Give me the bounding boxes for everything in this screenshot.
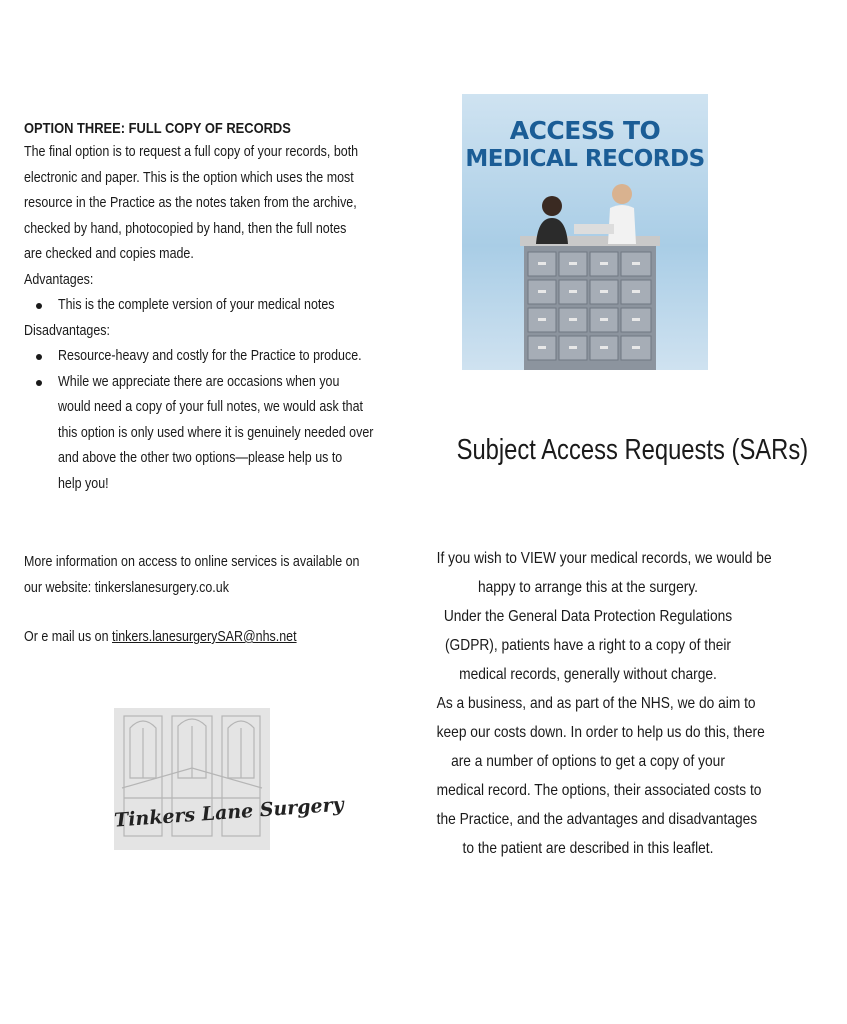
body-line: checked by hand, photocopied by hand, then the full notes — [24, 220, 347, 237]
page-title-text: Subject Access Requests (SARs) — [456, 434, 809, 466]
list-item-text: this option is only used where it is genuinely needed over — [58, 424, 374, 441]
email-text — [24, 625, 297, 651]
list-item-text: would need a copy of your full notes, we would ask that — [58, 399, 364, 415]
list-item — [24, 370, 374, 498]
hero-title-line2: MEDICAL RECORDS — [465, 146, 705, 172]
website-line: our website: tinkerslanesurgery.co.uk — [24, 579, 229, 596]
option-three-body — [24, 140, 374, 497]
hero-title-line1: ACCESS TO — [509, 116, 661, 145]
disadvantages-list — [24, 344, 374, 497]
disadvantages-label: Disadvantages: — [24, 322, 110, 339]
body-line: resource in the Practice as the notes taken from the archive, — [24, 195, 357, 211]
intro-line: If you wish to VIEW your medical records, we would be — [436, 550, 772, 567]
intro-line: the Practice, and the advantages and disadvantages — [436, 811, 758, 828]
list-item-text: help you! — [58, 475, 109, 492]
list-item — [24, 344, 374, 370]
advantages-list — [24, 293, 374, 319]
list-item-text: While we appreciate there are occasions when you — [58, 373, 340, 390]
intro-line: (GDPR), patients have a right to a copy of their — [444, 637, 732, 654]
intro-line: are a number of options to get a copy of your — [451, 753, 725, 770]
access-records-image — [462, 94, 708, 370]
intro-line: medical record. The options, their associated costs to — [436, 782, 762, 799]
option-three-section — [24, 118, 374, 497]
more-info — [24, 550, 374, 601]
email-prefix: Or e mail us on — [24, 629, 113, 645]
email-line — [24, 625, 374, 651]
list-item — [24, 293, 374, 319]
intro-line: Under the General Data Protection Regulations — [443, 608, 733, 625]
list-item-text: Resource-heavy and costly for the Practice to produce. — [58, 348, 362, 364]
bullet-icon — [36, 354, 42, 360]
bullet-icon — [36, 303, 42, 309]
logo-text: Tinkers Lane Surgery — [113, 793, 345, 832]
email-link[interactable]: tinkers.lanesurgerySAR@nhs.net — [112, 629, 297, 645]
more-info-line: More information on access to online services is available on — [24, 554, 360, 570]
intro-line: happy to arrange this at the surgery. — [477, 579, 699, 596]
body-line: electronic and paper. This is the option which uses the most — [24, 169, 354, 186]
bullet-icon — [36, 380, 42, 386]
intro-text — [412, 544, 772, 863]
intro-line: medical records, generally without charge. — [459, 666, 717, 683]
surgery-logo — [113, 708, 345, 850]
body-line: are checked and copies made. — [24, 246, 194, 262]
body-line: The final option is to request a full copy of your records, both — [24, 144, 359, 160]
list-item-text: and above the other two options—please help us to — [58, 450, 343, 466]
intro-line: to the patient are described in this leaflet. — [462, 840, 714, 857]
list-item-text: This is the complete version of your medical notes — [58, 297, 335, 313]
intro-line: keep our costs down. In order to help us do this, there — [436, 724, 765, 741]
advantages-label: Advantages: — [24, 271, 94, 288]
intro-line: As a business, and as part of the NHS, we do aim to — [436, 695, 756, 712]
page-title — [418, 430, 809, 470]
option-three-heading: OPTION THREE: FULL COPY OF RECORDS — [24, 120, 291, 137]
filing-cabinet-illustration — [462, 94, 708, 370]
